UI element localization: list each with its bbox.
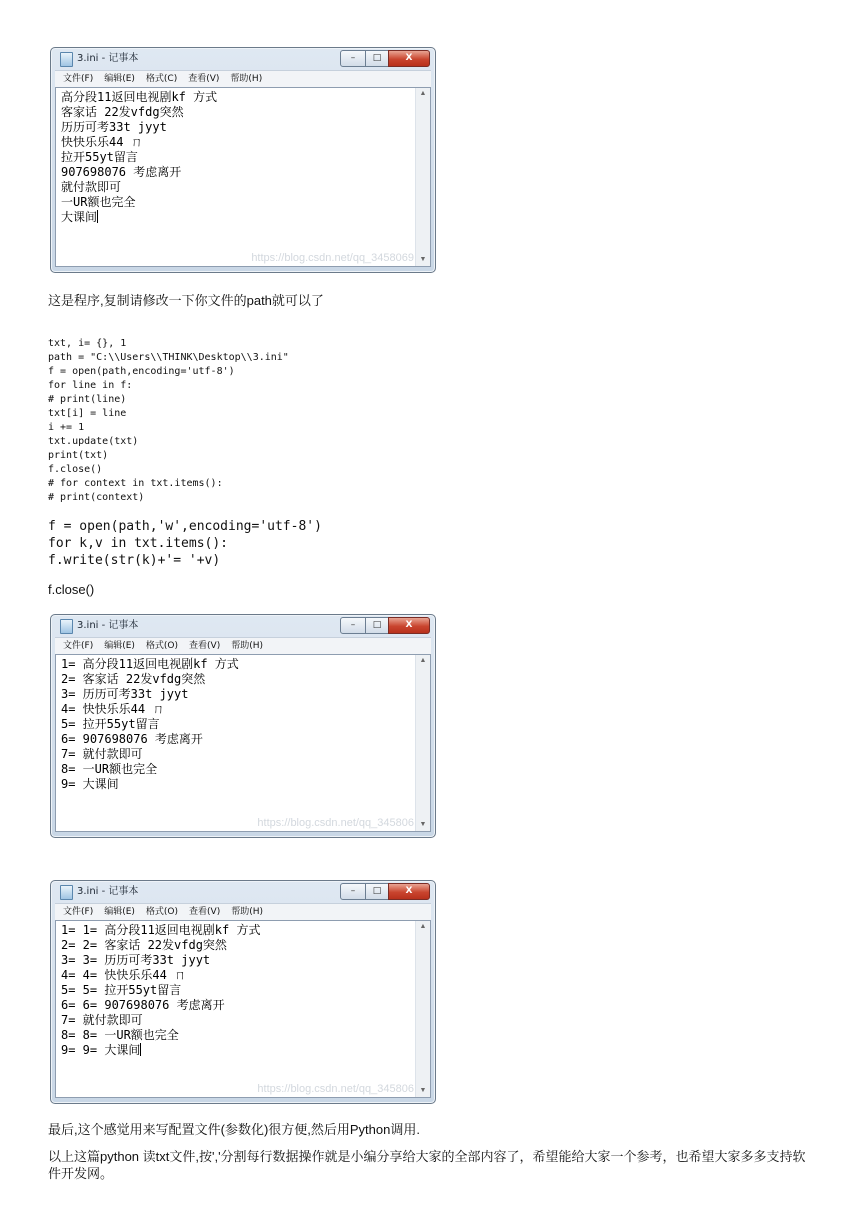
code-line: # print(line)	[48, 394, 127, 405]
text-line: 高分段11返回电视剧kf 方式	[61, 90, 218, 104]
close-button[interactable]: X	[388, 883, 430, 900]
text-line: 9= 9= 大课间	[61, 1043, 141, 1057]
text-line: 拉开55yt留言	[61, 150, 138, 164]
text-line-last	[61, 1043, 430, 1058]
text-line: 1= 高分段11返回电视剧kf 方式	[61, 657, 239, 671]
text-line: 8= 8= 一UR额也完全	[61, 1028, 179, 1042]
code-line: txt[i] = line	[48, 408, 127, 419]
window-title: 3.ini - 记事本	[77, 53, 139, 64]
text-cursor	[140, 1043, 141, 1056]
code-line: # print(context)	[48, 492, 145, 503]
text-line: 2= 2= 客家话 22发vfdg突然	[61, 938, 227, 952]
text-line: 4= 4= 快快乐乐44 ㄇ	[61, 968, 187, 982]
scroll-down-icon[interactable]: ▼	[419, 821, 427, 828]
text-line: 2= 客家话 22发vfdg突然	[61, 672, 206, 686]
menu-view[interactable]: 查看(V)	[188, 74, 220, 84]
intro-paragraph: 这是程序,复制请修改一下你文件的path就可以了	[48, 293, 324, 308]
notepad-icon	[60, 885, 73, 900]
text-line: 7= 就付款即可	[61, 1013, 143, 1027]
window-title: 3.ini - 记事本	[77, 886, 139, 897]
code-line: txt, i= {}, 1	[48, 338, 127, 349]
code-block-read	[48, 337, 289, 505]
notepad-window-numbered	[50, 614, 436, 838]
code-line: for k,v in txt.items():	[48, 536, 229, 551]
notepad-window-original	[50, 47, 436, 273]
text-line: 客家话 22发vfdg突然	[61, 105, 184, 119]
menu-edit[interactable]: 编辑(E)	[104, 74, 135, 84]
text-line: 6= 6= 907698076 考虑离开	[61, 998, 225, 1012]
menu-view[interactable]: 查看(V)	[189, 907, 221, 917]
text-area[interactable]	[55, 654, 431, 832]
code-close-line: f.close()	[48, 582, 95, 597]
menu-help[interactable]: 帮助(H)	[231, 907, 264, 917]
text-area[interactable]	[55, 920, 431, 1098]
text-area[interactable]	[55, 87, 431, 267]
text-line: 6= 907698076 考虑离开	[61, 732, 203, 746]
text-content	[56, 655, 430, 792]
code-line: txt.update(txt)	[48, 436, 139, 447]
maximize-button[interactable]: □	[365, 883, 389, 900]
code-block-write	[48, 518, 322, 569]
text-line: 就付款即可	[61, 180, 122, 194]
notepad-icon	[60, 619, 73, 634]
text-line: 3= 3= 历历可考33t jyyt	[61, 953, 211, 967]
menu-format[interactable]: 格式(C)	[145, 74, 178, 84]
vertical-scrollbar[interactable]	[415, 921, 430, 1097]
text-line: 7= 就付款即可	[61, 747, 143, 761]
window-title-bar[interactable]	[51, 48, 435, 70]
menu-help[interactable]: 帮助(H)	[230, 74, 263, 84]
window-title-bar[interactable]	[51, 615, 435, 637]
text-line: 8= 一UR额也完全	[61, 762, 158, 776]
scroll-up-icon[interactable]: ▲	[419, 657, 427, 664]
code-line: f.write(str(k)+'= '+v)	[48, 553, 221, 568]
text-cursor	[97, 210, 98, 223]
menu-file[interactable]: 文件(F)	[63, 74, 94, 84]
code-line: f = open(path,encoding='utf-8')	[48, 366, 235, 377]
watermark: https://blog.csdn.net/qq_345806	[257, 817, 414, 829]
text-line: 1= 1= 高分段11返回电视剧kf 方式	[61, 923, 261, 937]
menu-file[interactable]: 文件(F)	[63, 907, 94, 917]
text-content	[56, 88, 430, 225]
text-line: 4= 快快乐乐44 ㄇ	[61, 702, 165, 716]
text-line: 3= 历历可考33t jyyt	[61, 687, 189, 701]
watermark: https://blog.csdn.net/qq_345806	[257, 1083, 414, 1095]
scroll-up-icon[interactable]: ▲	[419, 923, 427, 930]
text-line: 大课间	[61, 210, 98, 224]
maximize-button[interactable]: □	[365, 617, 389, 634]
notepad-window-double-numbered	[50, 880, 436, 1104]
menu-view[interactable]: 查看(V)	[189, 641, 221, 651]
notepad-icon	[60, 52, 73, 67]
menu-bar	[55, 903, 431, 920]
code-line: f = open(path,'w',encoding='utf-8')	[48, 519, 322, 534]
code-line: i += 1	[48, 422, 85, 433]
scroll-down-icon[interactable]: ▼	[419, 1087, 427, 1094]
code-line: # for context in txt.items():	[48, 478, 223, 489]
menu-edit[interactable]: 编辑(E)	[104, 641, 135, 651]
close-button[interactable]: X	[388, 617, 430, 634]
text-line: 历历可考33t jyyt	[61, 120, 167, 134]
menu-bar	[55, 70, 431, 87]
text-line: 一UR额也完全	[61, 195, 136, 209]
menu-help[interactable]: 帮助(H)	[231, 641, 264, 651]
maximize-button[interactable]: □	[365, 50, 389, 67]
scroll-up-icon[interactable]: ▲	[419, 90, 427, 97]
text-line: 9= 大课间	[61, 777, 119, 791]
code-line: print(txt)	[48, 450, 109, 461]
text-line: 快快乐乐44 ㄇ	[61, 135, 143, 149]
menu-file[interactable]: 文件(F)	[63, 641, 94, 651]
minimize-button[interactable]: –	[340, 883, 366, 900]
code-line: f.close()	[48, 464, 103, 475]
window-title: 3.ini - 记事本	[77, 620, 139, 631]
text-line: 5= 5= 拉开55yt留言	[61, 983, 182, 997]
window-title-bar[interactable]	[51, 881, 435, 903]
code-line: path = "C:\\Users\\THINK\Desktop\\3.ini"	[48, 352, 289, 363]
menu-format[interactable]: 格式(O)	[145, 641, 179, 651]
scroll-down-icon[interactable]: ▼	[419, 256, 427, 263]
text-line-last	[61, 210, 430, 225]
text-line: 5= 拉开55yt留言	[61, 717, 160, 731]
vertical-scrollbar[interactable]	[415, 655, 430, 831]
watermark: https://blog.csdn.net/qq_3458069	[251, 252, 414, 264]
menu-format[interactable]: 格式(O)	[145, 907, 179, 917]
text-line: 907698076 考虑离开	[61, 165, 182, 179]
closing-paragraph-1: 最后,这个感觉用来写配置文件(参数化)很方便,然后用Python调用.	[48, 1122, 420, 1137]
code-line: for line in f:	[48, 380, 133, 391]
minimize-button[interactable]: –	[340, 50, 366, 67]
menu-bar	[55, 637, 431, 654]
closing-paragraph-2: 以上这篇python 读txt文件,按','分割每行数据操作就是小编分享给大家的全部内容了，希望能给大家一个参考，也希望大家多多支持软件开发网。	[48, 1149, 806, 1181]
vertical-scrollbar[interactable]	[415, 88, 430, 266]
minimize-button[interactable]: –	[340, 617, 366, 634]
close-button[interactable]: X	[388, 50, 430, 67]
text-content	[56, 921, 430, 1058]
menu-edit[interactable]: 编辑(E)	[104, 907, 135, 917]
